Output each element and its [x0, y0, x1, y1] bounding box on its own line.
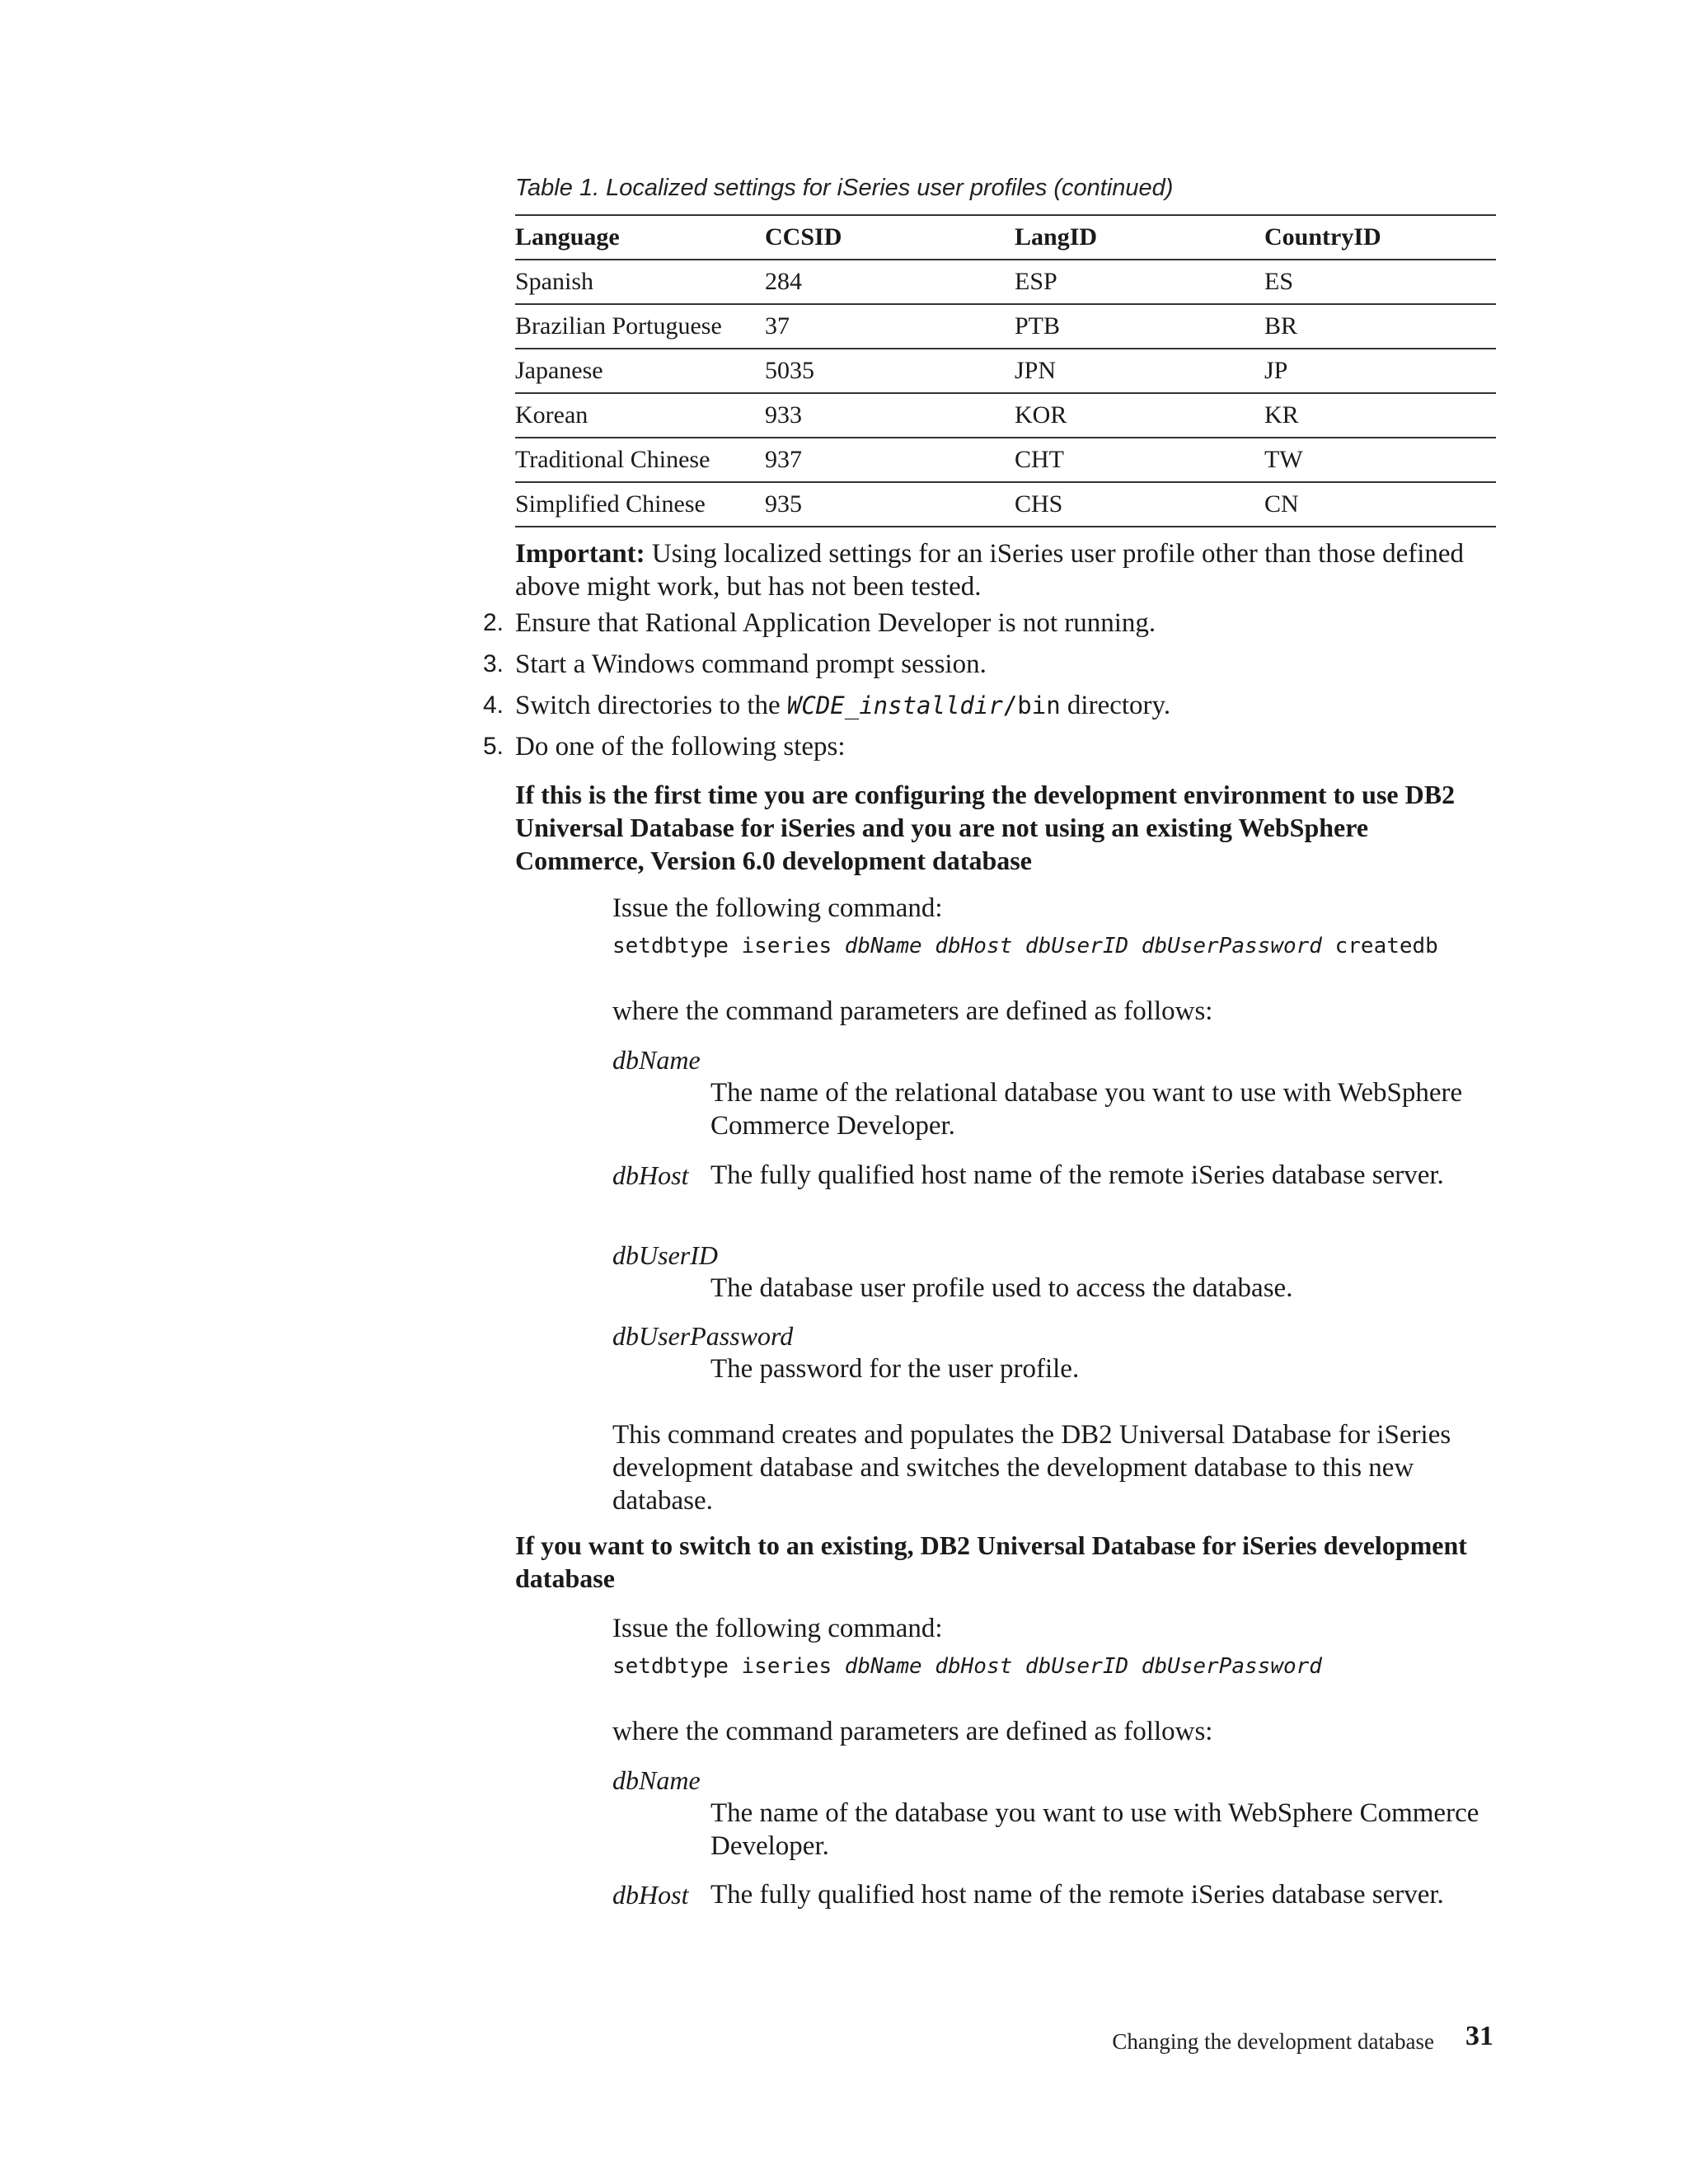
step-text: Do one of the following steps: [515, 732, 846, 762]
command-line: setdbtype iseries dbName dbHost dbUserID dbUserPassword createdb [612, 934, 1438, 958]
step-text: Start a Windows command prompt session. [515, 649, 987, 679]
table-row [515, 349, 1496, 393]
param-description: The password for the user profile. [710, 1354, 1080, 1384]
table-cell: 5035 [765, 349, 1015, 393]
table-cell: 284 [765, 260, 1015, 304]
step-number: 5. [482, 733, 504, 760]
column-header: CountryID [1264, 215, 1496, 260]
table-cell: ES [1264, 260, 1496, 304]
parameters-intro: where the command parameters are defined as follows: [612, 1717, 1213, 1746]
table-cell: KR [1264, 393, 1496, 438]
step-number: 3. [482, 650, 504, 677]
step-text: Switch directories to the WCDE_installdir/bin directory. [515, 691, 1171, 720]
param-term: dbName [612, 1045, 701, 1075]
param-description: The database user profile used to access the database. [710, 1273, 1293, 1303]
param-term: dbUserPassword [612, 1321, 794, 1351]
command-line: setdbtype iseries dbName dbHost dbUserID dbUserPassword [612, 1654, 1322, 1679]
table-cell: 37 [765, 304, 1015, 349]
table-cell: Traditional Chinese [515, 438, 765, 482]
parameters-intro: where the command parameters are defined as follows: [612, 996, 1213, 1026]
table-cell: Korean [515, 393, 765, 438]
important-label: Important: [515, 539, 645, 569]
param-term: dbName [612, 1765, 701, 1795]
table-cell: Japanese [515, 349, 765, 393]
table-cell: ESP [1015, 260, 1264, 304]
table-cell: BR [1264, 304, 1496, 349]
table-cell: PTB [1015, 304, 1264, 349]
table-cell: Brazilian Portuguese [515, 304, 765, 349]
step-number: 2. [482, 609, 504, 636]
table-cell: Spanish [515, 260, 765, 304]
param-description: The name of the relational database you want to use with WebSphere Commerce Developer. [710, 1078, 1463, 1141]
column-header: Language [515, 215, 765, 260]
table-cell: 935 [765, 482, 1015, 527]
param-term: dbHost [612, 1880, 689, 1910]
table-row [515, 482, 1496, 527]
important-note [515, 537, 1496, 603]
table-row [515, 438, 1496, 482]
param-description: The name of the database you want to use with WebSphere Commerce Developer. [710, 1798, 1479, 1861]
table-cell: CN [1264, 482, 1496, 527]
param-term: dbHost [612, 1160, 689, 1190]
table-cell: JP [1264, 349, 1496, 393]
option-heading: If you want to switch to an existing, DB2 Universal Database for iSeries development database [515, 1530, 1467, 1593]
table-row [515, 304, 1496, 349]
table-cell: CHT [1015, 438, 1264, 482]
table-cell: 937 [765, 438, 1015, 482]
issue-command-text: Issue the following command: [612, 1614, 943, 1643]
table-row [515, 393, 1496, 438]
table-cell: Simplified Chinese [515, 482, 765, 527]
param-description: The fully qualified host name of the remote iSeries database server. [710, 1160, 1444, 1190]
command-summary: This command creates and populates the DB2 Universal Database for iSeries development database and switches the development database to this new database. [612, 1420, 1451, 1516]
param-description: The fully qualified host name of the remote iSeries database server. [710, 1880, 1444, 1910]
table-cell: KOR [1015, 393, 1264, 438]
table-caption: Table 1. Localized settings for iSeries user profiles (continued) [515, 175, 1174, 201]
step-text: Ensure that Rational Application Developer is not running. [515, 608, 1156, 638]
column-header: CCSID [765, 215, 1015, 260]
localized-settings-table [515, 214, 1496, 527]
option-heading: If this is the first time you are configuring the development environment to use DB2 Universal Database for iSeries and you are not using an existing WebSphere Commerce, Version 6.0 development database [515, 780, 1456, 875]
table-cell: TW [1264, 438, 1496, 482]
table-row [515, 260, 1496, 304]
step-number: 4. [482, 691, 504, 719]
page-number: 31 [1465, 2021, 1493, 2051]
column-header: LangID [1015, 215, 1264, 260]
table-cell: 933 [765, 393, 1015, 438]
footer-section-title: Changing the development database [1112, 2029, 1434, 2054]
important-text: Using localized settings for an iSeries user profile other than those defined above might work, but has not been tested. [515, 539, 1465, 602]
table-cell: CHS [1015, 482, 1264, 527]
table-cell: JPN [1015, 349, 1264, 393]
table-header-row [515, 215, 1496, 260]
issue-command-text: Issue the following command: [612, 893, 943, 923]
param-term: dbUserID [612, 1240, 718, 1270]
